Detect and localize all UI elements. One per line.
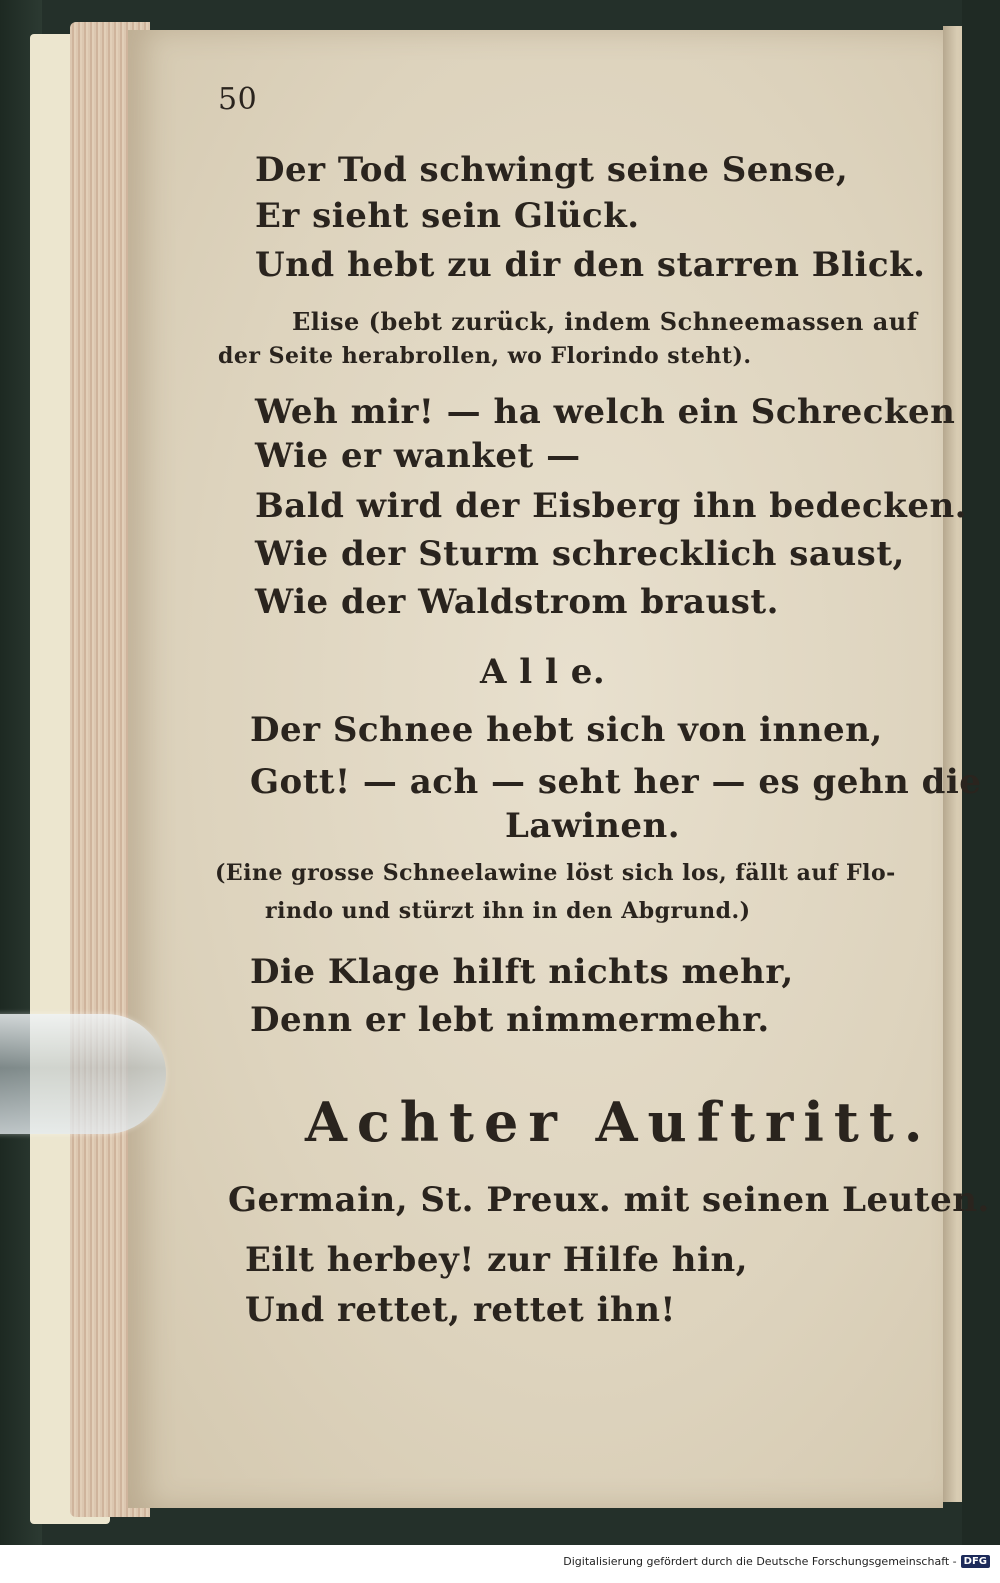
stage-direction: rindo und stürzt ihn in den Abgrund.) — [265, 898, 751, 924]
character-list: Germain, St. Preux. mit seinen Leuten. — [228, 1180, 990, 1220]
text-line: Und rettet, rettet ihn! — [245, 1290, 676, 1330]
dfg-logo: DFG — [961, 1555, 990, 1568]
stage-direction: der Seite herabrollen, wo Florindo steht). — [218, 343, 752, 369]
speaker-name: A l l e. — [480, 652, 606, 692]
text-line: Wie der Sturm schrecklich saust, — [255, 534, 905, 574]
text-line: Denn er lebt nimmermehr. — [250, 1000, 770, 1040]
stage-direction: Elise (bebt zurück, indem Schneemassen auf — [292, 307, 918, 336]
scene-heading: Achter Auftritt. — [305, 1090, 933, 1154]
page-number: 50 — [218, 82, 258, 117]
text-line: Die Klage hilft nichts mehr, — [250, 952, 794, 992]
text-line: Lawinen. — [505, 806, 681, 846]
text-line: Bald wird der Eisberg ihn bedecken. — [255, 486, 968, 526]
glass-page-holder — [0, 1014, 166, 1134]
footer-credit — [563, 1555, 990, 1568]
text-line: Er sieht sein Glück. — [255, 196, 640, 236]
text-line: Und hebt zu dir den starren Blick. — [255, 245, 926, 285]
text-line: Der Schnee hebt sich von innen, — [250, 710, 883, 750]
text-line: Wie der Waldstrom braust. — [255, 582, 779, 622]
text-line: Der Tod schwingt seine Sense, — [255, 150, 849, 190]
text-line: Gott! — ach — seht her — es gehn die — [250, 762, 982, 802]
text-line: Eilt herbey! zur Hilfe hin, — [245, 1240, 748, 1280]
text-line: Wie er wanket — — [255, 436, 581, 476]
footer-credit-text: Digitalisierung gefördert durch die Deutsche Forschungsgemeinschaft - — [563, 1555, 957, 1568]
text-line: Weh mir! — ha welch ein Schrecken — [255, 392, 956, 432]
stage-direction: (Eine grosse Schneelawine löst sich los, fällt auf Flo- — [215, 860, 896, 886]
